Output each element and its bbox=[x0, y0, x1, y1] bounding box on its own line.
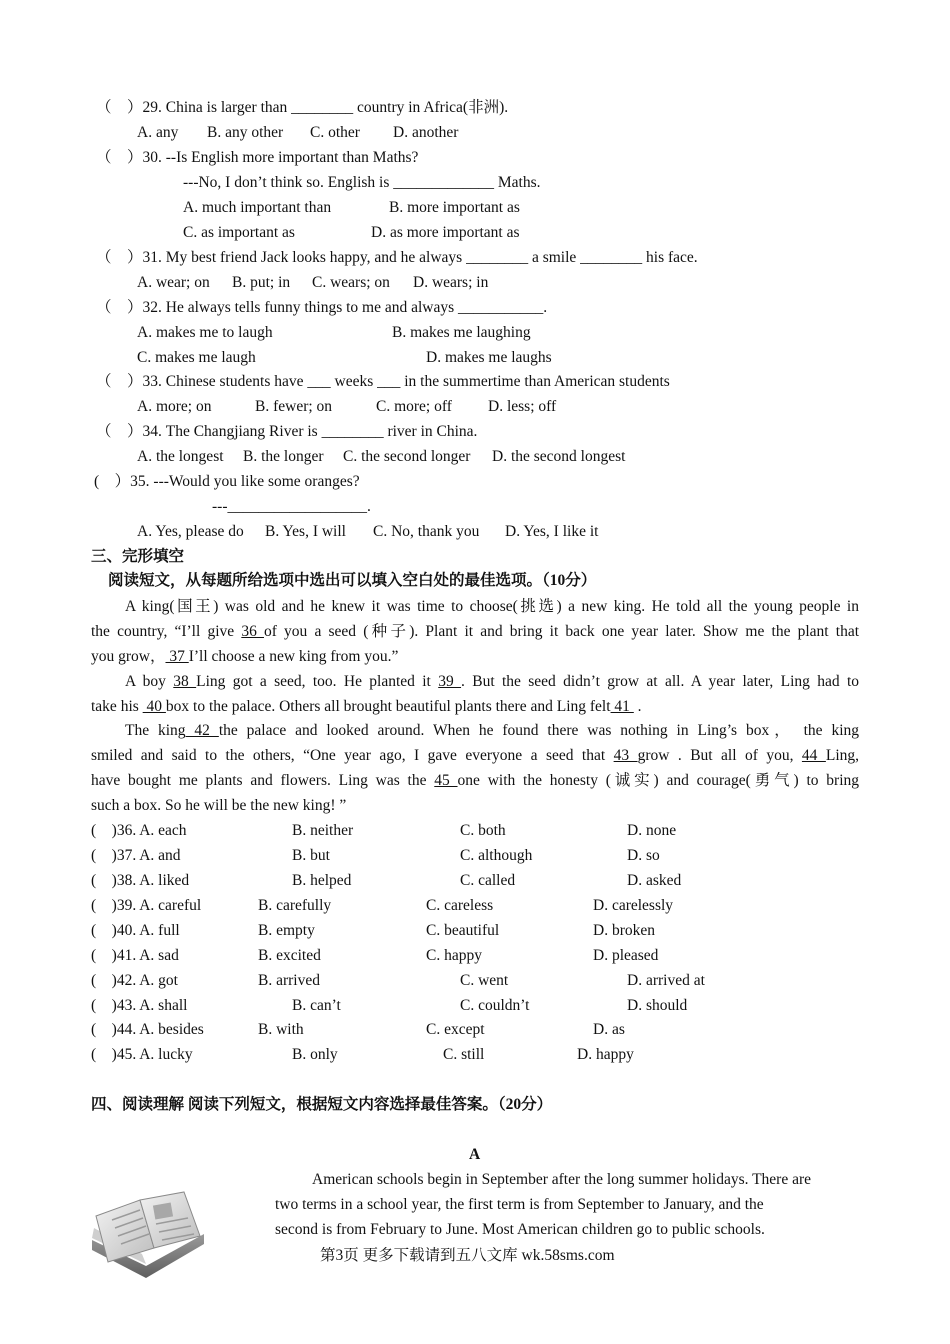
blank-38: 38 bbox=[173, 673, 197, 690]
q33-stem: （ ）33. Chinese students have ___ weeks ___ in the summertime than American students bbox=[96, 373, 670, 390]
q31-option-a: A. wear; on bbox=[137, 274, 210, 291]
passage-p1-line2: the country, “I’ll give 36 of you a seed (种子). Plant it and bring it back one year later. Show me the plant that bbox=[91, 623, 860, 640]
cloze-row-42: ( )42. A. got bbox=[91, 972, 178, 989]
q34-option-b: B. the longer bbox=[243, 448, 324, 465]
q34-option-c: C. the second longer bbox=[343, 448, 471, 465]
blank-40: 40 bbox=[142, 698, 166, 715]
blank-42: 42 bbox=[185, 722, 219, 739]
blank-37: 37 bbox=[165, 648, 189, 665]
q29-option-b: B. any other bbox=[207, 124, 284, 141]
q30-option-d: D. as more important as bbox=[371, 224, 520, 241]
q30-option-a: A. much important than bbox=[183, 199, 332, 216]
cloze-row-38-c: C. called bbox=[460, 872, 516, 889]
cloze-row-39: ( )39. A. careful bbox=[91, 897, 202, 914]
q29-option-a: A. any bbox=[137, 124, 179, 141]
passage-p1-line1: A king(国王) was old and he knew it was time to choose(挑选) a new king. He told all the young people in bbox=[125, 598, 859, 615]
cloze-row-41-d: D. pleased bbox=[593, 947, 659, 964]
cloze-row-43-d: D. should bbox=[627, 997, 688, 1014]
cloze-row-44-d: D. as bbox=[593, 1021, 625, 1038]
cloze-row-39-c: C. careless bbox=[426, 897, 494, 914]
q30-option-b: B. more important as bbox=[389, 199, 520, 216]
cloze-row-40-c: C. beautiful bbox=[426, 922, 500, 939]
q34-option-d: D. the second longest bbox=[492, 448, 626, 465]
passage-p3-line1: The king 42 the palace and looked around. When he found there was nothing in Ling’s box， the king bbox=[125, 722, 860, 739]
cloze-row-41-c: C. happy bbox=[426, 947, 482, 964]
q29-option-c: C. other bbox=[310, 124, 360, 141]
q30-option-c: C. as important as bbox=[183, 224, 295, 241]
blank-44: 44 bbox=[801, 747, 826, 764]
q35-stem: ( ）35. ---Would you like some oranges? bbox=[94, 473, 360, 490]
cloze-row-37-d: D. so bbox=[627, 847, 660, 864]
q33-option-d: D. less; off bbox=[488, 398, 557, 415]
cloze-row-42-b: B. arrived bbox=[258, 972, 320, 989]
open-book-icon bbox=[88, 1188, 206, 1280]
cloze-row-38-b: B. helped bbox=[292, 872, 352, 889]
q35-option-c: C. No, thank you bbox=[373, 523, 480, 540]
section3-title: 三、完形填空 bbox=[91, 548, 185, 565]
passage-label: A bbox=[469, 1146, 481, 1163]
cloze-row-39-b: B. carefully bbox=[258, 897, 332, 914]
passage-a-line3: second is from February to June. Most American children go to public schools. bbox=[275, 1221, 765, 1238]
cloze-row-45: ( )45. A. lucky bbox=[91, 1046, 193, 1063]
cloze-row-41-b: B. excited bbox=[258, 947, 321, 964]
q32-stem: （ ）32. He always tells funny things to me and always ___________. bbox=[96, 299, 548, 316]
passage-p2-line1: A boy 38 Ling got a seed, too. He planted it 39 . But the seed didn’t grow at all. A year later, Ling had to bbox=[125, 673, 860, 690]
cloze-row-38-d: D. asked bbox=[627, 872, 682, 889]
cloze-row-45-b: B. only bbox=[292, 1046, 338, 1063]
cloze-row-36-d: D. none bbox=[627, 822, 677, 839]
cloze-row-41: ( )41. A. sad bbox=[91, 947, 179, 964]
q35-reply: ---__________________. bbox=[212, 498, 371, 515]
blank-43: 43 bbox=[613, 747, 638, 764]
q30-reply: ---No, I don’t think so. English is _____________ Maths. bbox=[183, 174, 541, 191]
q33-option-a: A. more; on bbox=[137, 398, 212, 415]
cloze-row-44-b: B. with bbox=[258, 1021, 304, 1038]
passage-a-line1: American schools begin in September after the long summer holidays. There are bbox=[312, 1171, 812, 1188]
q32-option-c: C. makes me laugh bbox=[137, 349, 256, 366]
q31-option-d: D. wears; in bbox=[413, 274, 489, 291]
cloze-row-36-c: C. both bbox=[460, 822, 506, 839]
q29-stem: （ ）29. China is larger than ________ country in Africa(非洲). bbox=[96, 99, 509, 116]
blank-39: 39 bbox=[438, 673, 462, 690]
cloze-row-42-c: C. went bbox=[460, 972, 509, 989]
q31-option-c: C. wears; on bbox=[312, 274, 390, 291]
blank-41: 41 bbox=[610, 698, 634, 715]
cloze-row-45-c: C. still bbox=[443, 1046, 485, 1063]
q34-option-a: A. the longest bbox=[137, 448, 224, 465]
page-footer: 第3页 更多下载请到五八文库 wk.58sms.com bbox=[320, 1247, 615, 1264]
cloze-row-43-b: B. can’t bbox=[292, 997, 341, 1014]
cloze-row-36: ( )36. A. each bbox=[91, 822, 187, 839]
q32-option-a: A. makes me to laugh bbox=[137, 324, 273, 341]
cloze-row-43-c: C. couldn’t bbox=[460, 997, 530, 1014]
cloze-row-37: ( )37. A. and bbox=[91, 847, 181, 864]
q35-option-a: A. Yes, please do bbox=[137, 523, 244, 540]
q30-stem: （ ）30. --Is English more important than Maths? bbox=[96, 149, 419, 166]
q34-stem: （ ）34. The Changjiang River is ________ river in China. bbox=[96, 423, 478, 440]
passage-p3-line4: such a box. So he will be the new king! ” bbox=[91, 797, 347, 814]
cloze-row-40: ( )40. A. full bbox=[91, 922, 180, 939]
q29-option-d: D. another bbox=[393, 124, 459, 141]
cloze-row-37-c: C. although bbox=[460, 847, 533, 864]
q31-stem: （ ）31. My best friend Jack looks happy, and he always ________ a smile ________ his face. bbox=[96, 249, 698, 266]
passage-p3-line3: have bought me plants and flowers. Ling was the 45 one with the honesty (诚实) and courage(勇气) to bring bbox=[91, 772, 860, 789]
section4-title: 四、阅读理解 阅读下列短文，根据短文内容选择最佳答案。（20分） bbox=[91, 1096, 553, 1113]
q31-option-b: B. put; in bbox=[232, 274, 291, 291]
blank-45: 45 bbox=[434, 772, 458, 789]
cloze-row-43: ( )43. A. shall bbox=[91, 997, 188, 1014]
cloze-row-40-b: B. empty bbox=[258, 922, 315, 939]
passage-a-line2: two terms in a school year, the first term is from September to January, and the bbox=[275, 1196, 764, 1213]
cloze-row-37-b: B. but bbox=[292, 847, 330, 864]
cloze-row-45-d: D. happy bbox=[577, 1046, 634, 1063]
cloze-row-38: ( )38. A. liked bbox=[91, 872, 190, 889]
passage-p1-line3: you grow， 37 I’ll choose a new king from you.” bbox=[91, 648, 399, 665]
cloze-row-42-d: D. arrived at bbox=[627, 972, 705, 989]
q33-option-c: C. more; off bbox=[376, 398, 452, 415]
cloze-row-44-c: C. except bbox=[426, 1021, 485, 1038]
section3-instruction: 阅读短文，从每题所给选项中选出可以填入空白处的最佳选项。（10分） bbox=[108, 572, 597, 589]
q33-option-b: B. fewer; on bbox=[255, 398, 333, 415]
q32-option-d: D. makes me laughs bbox=[426, 349, 552, 366]
passage-p2-line2: take his 40 box to the palace. Others all brought beautiful plants there and Ling felt 41 . bbox=[91, 698, 642, 715]
passage-p3-line2: smiled and said to the others, “One year ago, I gave everyone a seed that 43 grow . But all of you, 44 Ling, bbox=[91, 747, 860, 764]
cloze-row-39-d: D. carelessly bbox=[593, 897, 674, 914]
q35-option-b: B. Yes, I will bbox=[265, 523, 346, 540]
blank-36: 36 bbox=[241, 623, 264, 640]
cloze-row-36-b: B. neither bbox=[292, 822, 354, 839]
cloze-row-44: ( )44. A. besides bbox=[91, 1021, 204, 1038]
q35-option-d: D. Yes, I like it bbox=[505, 523, 599, 540]
q32-option-b: B. makes me laughing bbox=[392, 324, 531, 341]
cloze-row-40-d: D. broken bbox=[593, 922, 655, 939]
